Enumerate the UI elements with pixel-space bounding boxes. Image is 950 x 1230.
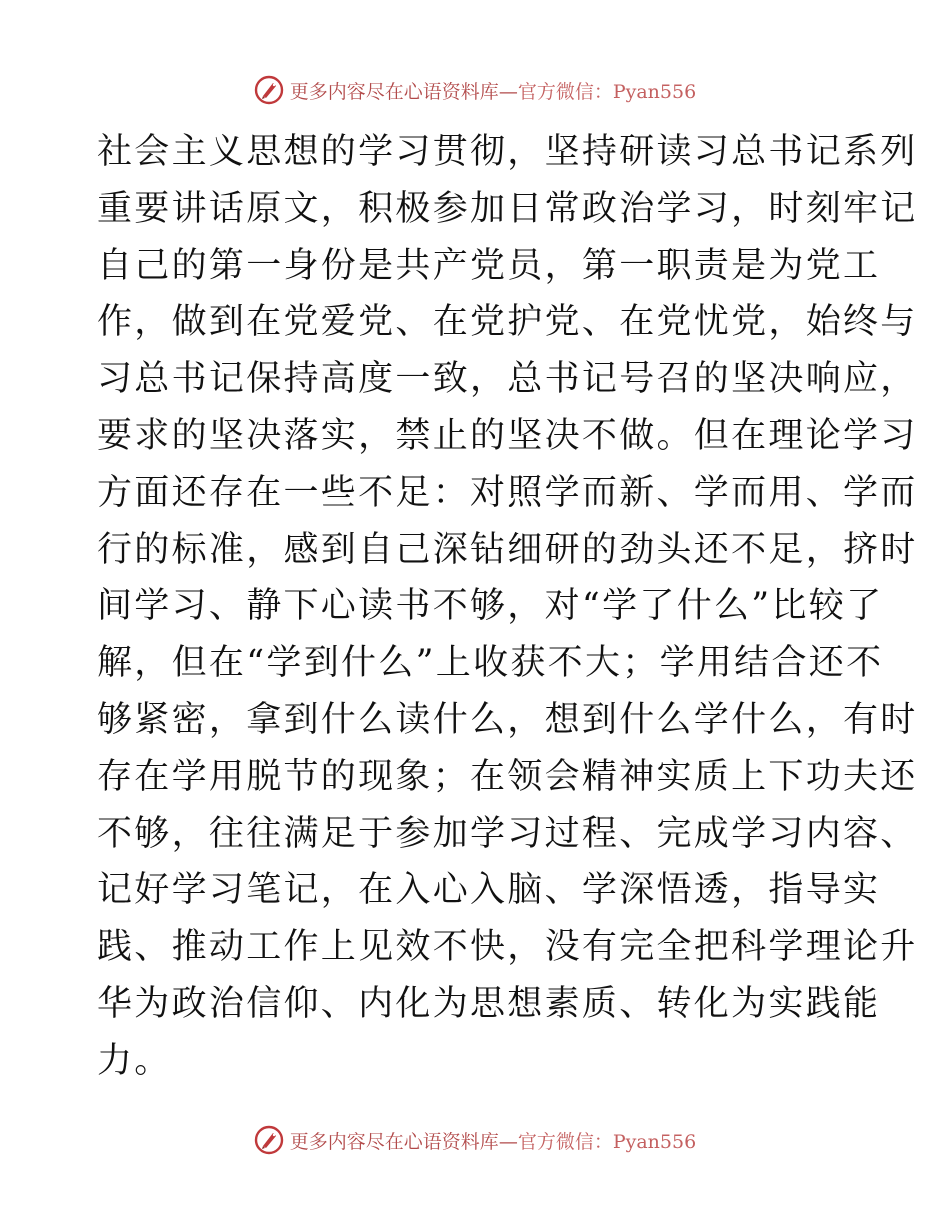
body-line: 社会主义思想的学习贯彻，坚持研读习总书记系列 [97, 132, 918, 172]
pen-nib-logo-icon [254, 75, 284, 105]
footer-banner-contact-label: 官方微信： [517, 1130, 613, 1153]
body-line: 行的标准，感到自己深钻细研的劲头还不足，挤时 [97, 529, 918, 570]
header-banner-contact-id: Pyan556 [612, 80, 697, 103]
body-line: 作，做到在党爱党、在党护党、在党忧党，始终与 [97, 302, 918, 343]
body-line: 自己的第一身份是共产党员，第一职责是为党工 [97, 245, 881, 286]
body-line: 力。 [97, 1040, 172, 1081]
body-line: 习总书记保持高度一致，总书记号召的坚决响应， [97, 359, 918, 400]
document-body [97, 124, 918, 1090]
header-banner-contact-label: 官方微信： [517, 80, 613, 103]
footer-banner-contact-id: Pyan556 [612, 1130, 697, 1153]
footer-banner-text [290, 1127, 696, 1154]
body-line: 重要讲话原文，积极参加日常政治学习，时刻牢记 [97, 188, 918, 229]
body-line: 够紧密，拿到什么读什么，想到什么学什么，有时 [97, 699, 918, 740]
header-banner [0, 72, 950, 108]
body-line: 践、推动工作上见效不快，没有完全把科学理论升 [97, 927, 918, 968]
header-banner-text [290, 77, 696, 104]
footer-banner [0, 1122, 950, 1158]
body-line: 不够，往往满足于参加学习过程、完成学习内容、 [97, 813, 918, 854]
pen-nib-logo-icon [254, 1125, 284, 1155]
body-line: 解，但在“学到什么”上收获不大；学用结合还不 [97, 643, 884, 684]
footer-banner-title: 更多内容尽在心语资料库 [289, 1130, 499, 1153]
body-line: 记好学习笔记，在入心入脑、学深悟透，指导实 [97, 870, 881, 911]
body-line: 存在学用脱节的现象；在领会精神实质上下功夫还 [97, 756, 918, 797]
body-line: 要求的坚决落实，禁止的坚决不做。但在理论学习 [97, 415, 918, 456]
body-line: 华为政治信仰、内化为思想素质、转化为实践能 [97, 983, 881, 1024]
body-line: 方面还存在一些不足：对照学而新、学而用、学而 [97, 472, 918, 513]
header-banner-title: 更多内容尽在心语资料库 [289, 80, 499, 103]
header-banner-separator: — [498, 80, 518, 103]
footer-banner-separator: — [498, 1130, 518, 1153]
body-line: 间学习、静下心读书不够，对“学了什么”比较了 [97, 586, 884, 627]
